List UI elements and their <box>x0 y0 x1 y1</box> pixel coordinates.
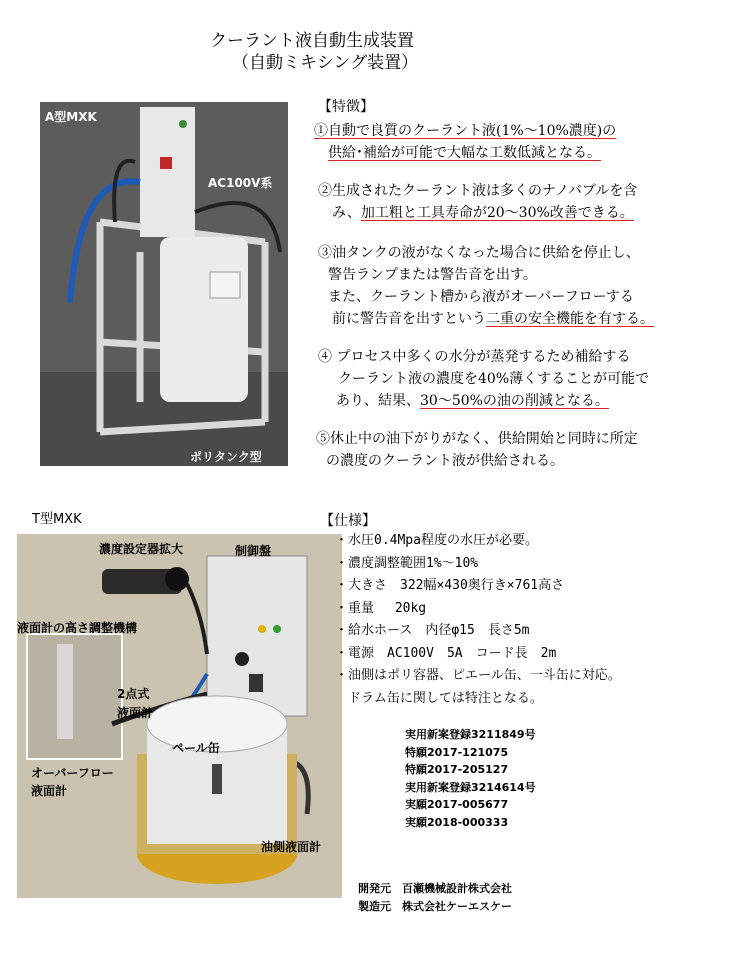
feature-4-line-1: ④ プロセス中多くの水分が蒸発するため補給する <box>318 349 631 365</box>
feature-2-line-2a: み、 <box>332 205 361 221</box>
feature-1-line-2: 供給･補給が可能で大幅な工数低減となる。 <box>328 145 601 161</box>
specs-heading: 【仕様】 <box>320 513 376 529</box>
feature-3-line-2: 警告ランプまたは警告音を出す。 <box>328 267 537 283</box>
label-pail-can: ペール缶 <box>172 741 220 755</box>
photo-a-type-label: A型MXK <box>45 110 97 124</box>
features-heading: 【特徴】 <box>318 99 374 115</box>
feature-3-line-1: ③油タンクの液がなくなった場合に供給を停止し、 <box>318 245 640 261</box>
registration-item: 実願2018-000333 <box>405 815 509 829</box>
label-level-adjust: 液面計の高さ調整機構 <box>17 621 138 635</box>
photo-t-type-machine <box>17 534 342 898</box>
label-density-setter: 濃度設定器拡大 <box>99 542 184 556</box>
spec-item: ・濃度調整範囲1%〜10% <box>335 555 479 571</box>
registration-item: 実願2017-005677 <box>405 798 509 811</box>
feature-item-1 <box>314 120 616 164</box>
label-oil-side-level: 油側液面計 <box>261 840 322 854</box>
registration-list <box>405 726 536 831</box>
feature-3-line-4a: 前に警告音を出すという <box>332 311 486 327</box>
spec-item: ・油側はポリ容器、ピエール缶、一斗缶に対応。 <box>335 668 621 683</box>
feature-5-line-1: ⑤休止中の油下がりがなく、供給開始と同時に所定 <box>316 431 638 447</box>
feature-1-line-1: ①自動で良質のクーラント液(1%〜10%濃度)の <box>314 123 617 139</box>
feature-2-line-2b: 加工粗と工具寿命が20〜30%改善できる。 <box>360 205 634 221</box>
feature-3-line-4b: 二重の安全機能を有する。 <box>486 311 654 327</box>
photo-a-illustration <box>40 102 288 466</box>
spec-item: ・大きさ 322幅×430奥行き×761高さ <box>335 578 565 593</box>
feature-3-line-3: また、クーラント槽から液がオーバーフローする <box>328 289 634 305</box>
feature-4-line-3a: あり、結果、 <box>336 393 420 409</box>
spec-item: ドラム缶に関しては特注となる。 <box>335 690 543 706</box>
spec-item: ・給水ホース 内径φ15 長さ5m <box>335 623 530 638</box>
feature-item-4 <box>318 346 649 412</box>
spec-item: ・重量 20kg <box>335 600 427 616</box>
photo-t-type-label: T型MXK <box>32 512 82 527</box>
registration-item: 実用新案登録3214614号 <box>405 780 536 794</box>
label-two-point-2: 液面計 <box>117 706 154 720</box>
feature-item-5 <box>316 428 638 472</box>
page-title: クーラント液自動生成装置 <box>210 31 414 51</box>
label-control-panel: 制御盤 <box>235 544 272 558</box>
feature-item-3 <box>318 242 654 330</box>
registration-item: 実用新案登録3211849号 <box>405 728 536 741</box>
developer-text: 開発元 百瀬機械設計株式会社 <box>358 882 512 895</box>
spec-item: ・水圧0.4Mpa程度の水圧が必要。 <box>335 533 538 548</box>
feature-2-line-1: ②生成されたクーラント液は多くのナノバブルを含 <box>318 183 638 199</box>
feature-item-2 <box>318 180 637 224</box>
feature-5-line-2: の濃度のクーラント液が供給される。 <box>326 453 564 469</box>
registration-item: 特願2017-121075 <box>405 745 509 759</box>
label-overflow-2: 液面計 <box>31 784 68 798</box>
page-subtitle: （自動ミキシング装置） <box>232 53 419 73</box>
registration-item: 特願2017-205127 <box>405 763 509 776</box>
photo-a-type-machine <box>40 102 288 466</box>
label-overflow-1: オーバーフロー <box>31 766 114 780</box>
photo-a-tank-label: ポリタンク型 <box>190 450 262 464</box>
specs-list <box>335 530 621 710</box>
photo-a-power-label: AC100V系 <box>208 176 273 190</box>
label-two-point-1: 2点式 <box>117 687 150 701</box>
manufacturer-text: 製造元 株式会社ケーエスケー <box>358 900 512 913</box>
spec-item: ・電源 AC100V 5A コード長 2m <box>335 645 557 661</box>
feature-4-line-2: クーラント液の濃度を40%薄くすることが可能で <box>338 371 650 387</box>
feature-4-line-3b: 30〜50%の油の削減となる。 <box>420 393 609 409</box>
